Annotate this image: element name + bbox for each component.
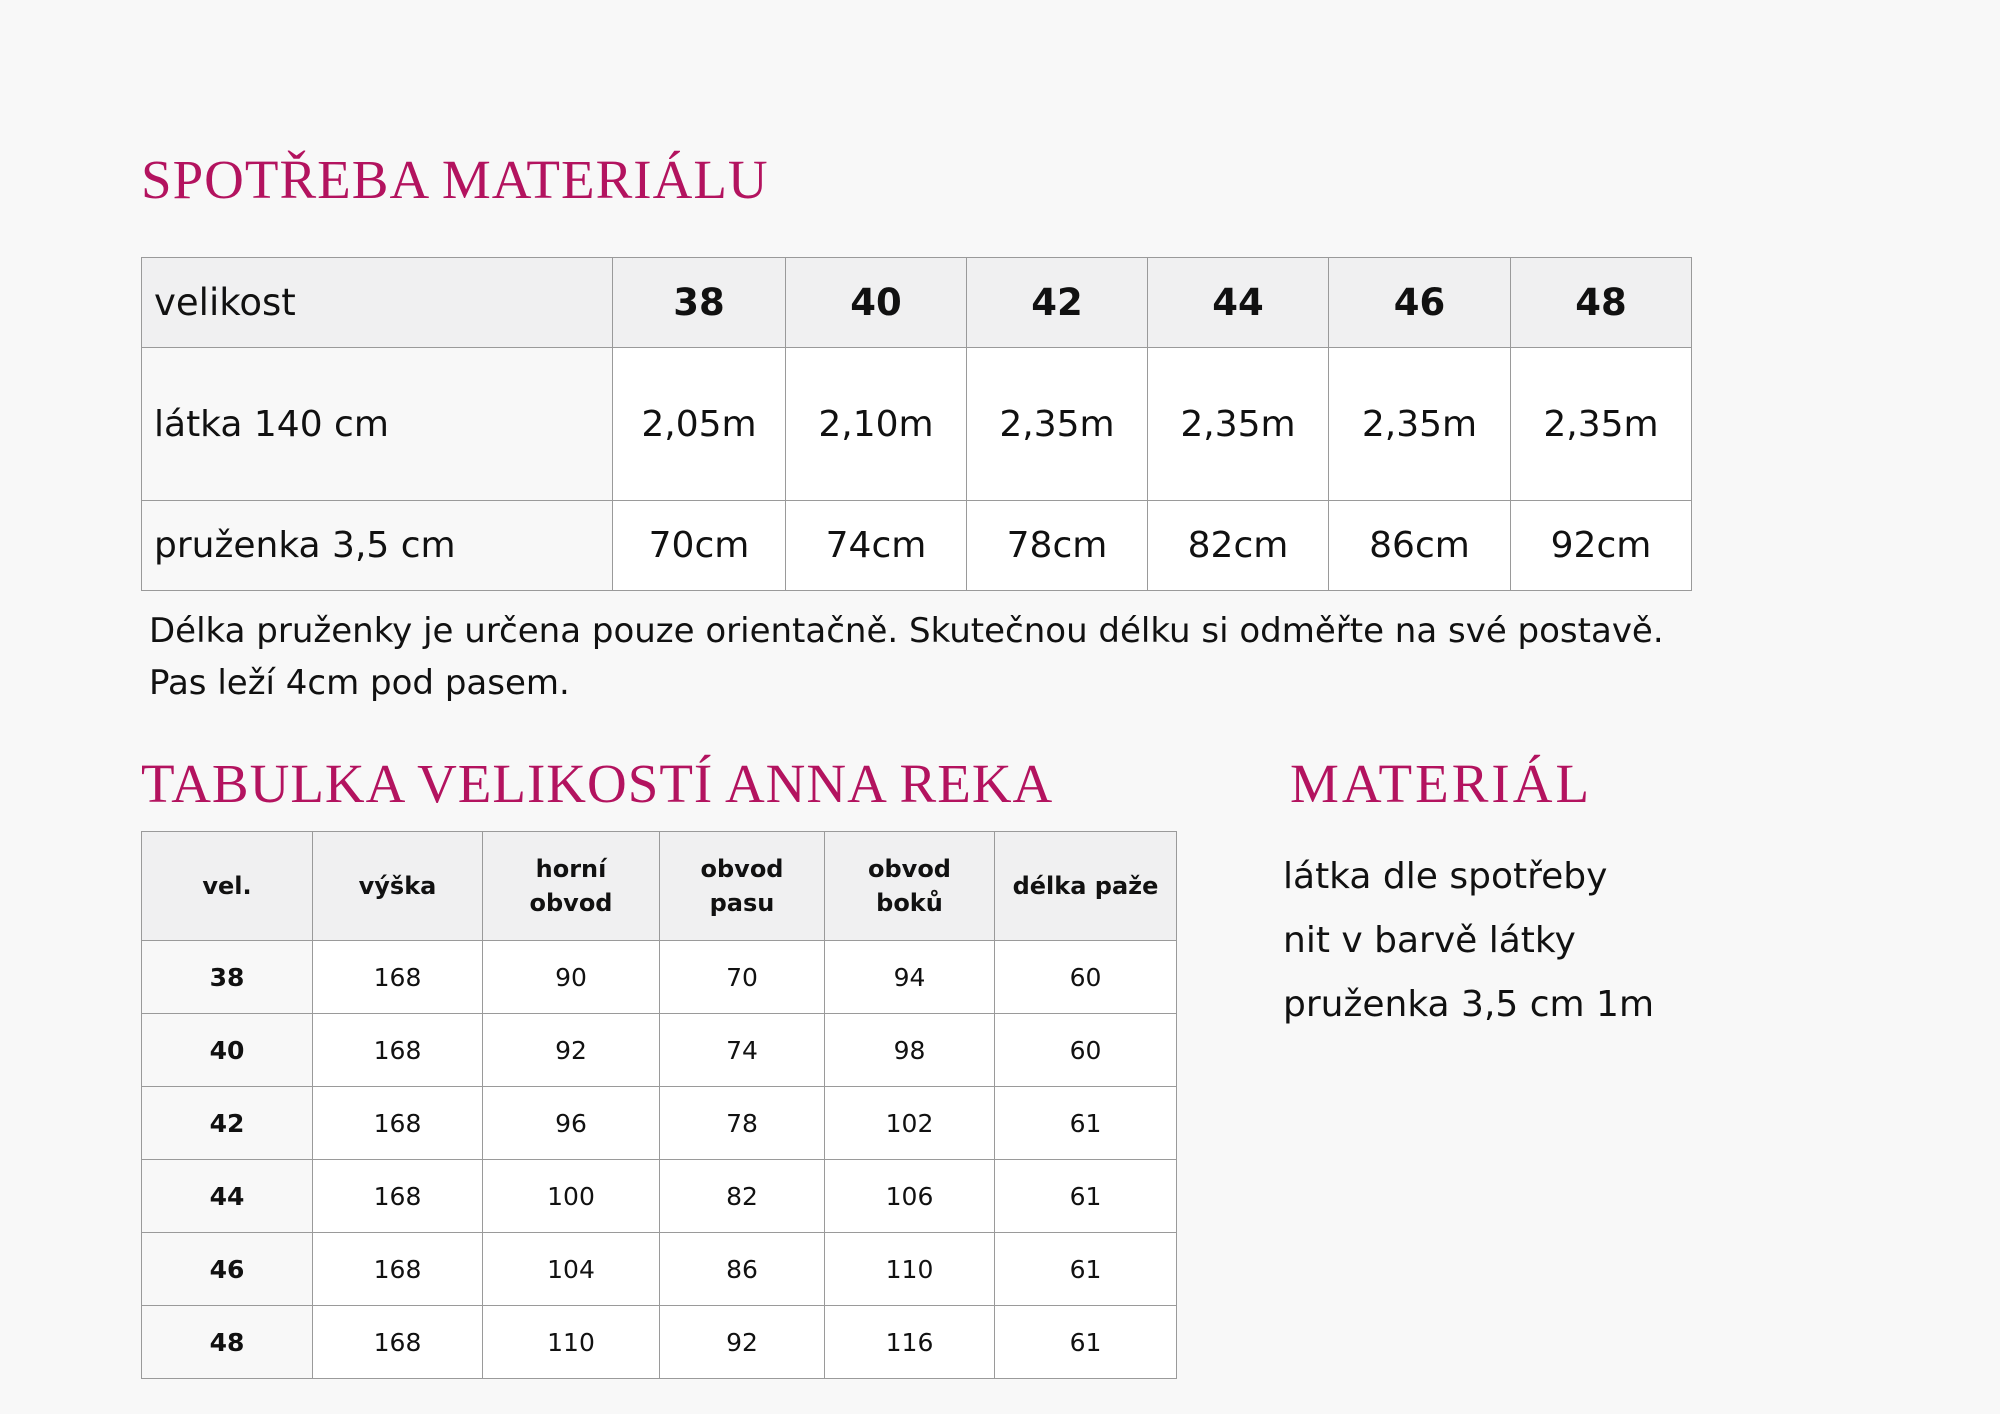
table-cell: 70cm bbox=[613, 501, 786, 591]
table-cell: 90 bbox=[483, 941, 660, 1014]
table-row bbox=[142, 501, 1692, 591]
size-cell: 40 bbox=[142, 1014, 313, 1087]
table-cell: 2,10m bbox=[786, 348, 967, 501]
row-label: pruženka 3,5 cm bbox=[142, 501, 613, 591]
material-item: pruženka 3,5 cm 1m bbox=[1283, 984, 1655, 1025]
size-header bbox=[995, 832, 1177, 941]
size-table-title: TABULKA VELIKOSTÍ ANNA REKA bbox=[141, 753, 1054, 814]
consumption-size: 48 bbox=[1511, 258, 1692, 348]
table-cell: 2,35m bbox=[1148, 348, 1329, 501]
table-cell: 60 bbox=[995, 1014, 1177, 1087]
header-line: výška bbox=[358, 872, 437, 900]
size-header bbox=[483, 832, 660, 941]
table-row bbox=[142, 1233, 1177, 1306]
table-cell: 2,35m bbox=[967, 348, 1148, 501]
size-table bbox=[141, 831, 1177, 1379]
table-cell: 168 bbox=[313, 1306, 483, 1379]
table-cell: 61 bbox=[995, 1306, 1177, 1379]
header-line: pasu bbox=[709, 889, 775, 917]
table-cell: 104 bbox=[483, 1233, 660, 1306]
consumption-header-row bbox=[142, 258, 1692, 348]
table-cell: 102 bbox=[825, 1087, 995, 1160]
table-cell: 61 bbox=[995, 1160, 1177, 1233]
size-header bbox=[660, 832, 825, 941]
consumption-header-label: velikost bbox=[142, 258, 613, 348]
table-cell: 74 bbox=[660, 1014, 825, 1087]
material-list bbox=[1283, 845, 1654, 1037]
table-row bbox=[142, 1306, 1177, 1379]
table-cell: 96 bbox=[483, 1087, 660, 1160]
table-cell: 168 bbox=[313, 1014, 483, 1087]
table-cell: 110 bbox=[825, 1233, 995, 1306]
consumption-size: 38 bbox=[613, 258, 786, 348]
table-row bbox=[142, 941, 1177, 1014]
table-cell: 92cm bbox=[1511, 501, 1692, 591]
header-line: obvod bbox=[529, 889, 613, 917]
table-cell: 168 bbox=[313, 1160, 483, 1233]
header-line: horní bbox=[535, 855, 607, 883]
material-item: nit v barvě látky bbox=[1283, 920, 1576, 961]
size-header-row bbox=[142, 832, 1177, 941]
table-row bbox=[142, 1160, 1177, 1233]
table-cell: 94 bbox=[825, 941, 995, 1014]
table-cell: 116 bbox=[825, 1306, 995, 1379]
size-header bbox=[313, 832, 483, 941]
table-cell: 106 bbox=[825, 1160, 995, 1233]
size-cell: 46 bbox=[142, 1233, 313, 1306]
header-line: boků bbox=[876, 889, 943, 917]
size-header bbox=[142, 832, 313, 941]
size-cell: 38 bbox=[142, 941, 313, 1014]
table-cell: 78 bbox=[660, 1087, 825, 1160]
elastic-note: Délka pruženky je určena pouze orientačně. Skutečnou délku si odměřte na své postavě. Pas leží 4cm pod pasem. bbox=[149, 611, 1664, 703]
table-cell: 92 bbox=[660, 1306, 825, 1379]
size-cell: 42 bbox=[142, 1087, 313, 1160]
size-cell: 44 bbox=[142, 1160, 313, 1233]
table-cell: 82 bbox=[660, 1160, 825, 1233]
table-cell: 168 bbox=[313, 1233, 483, 1306]
table-cell: 100 bbox=[483, 1160, 660, 1233]
table-cell: 2,35m bbox=[1329, 348, 1511, 501]
header-line: obvod bbox=[700, 855, 784, 883]
consumption-size: 40 bbox=[786, 258, 967, 348]
table-cell: 86cm bbox=[1329, 501, 1511, 591]
table-cell: 82cm bbox=[1148, 501, 1329, 591]
table-cell: 168 bbox=[313, 1087, 483, 1160]
consumption-size: 42 bbox=[967, 258, 1148, 348]
table-cell: 168 bbox=[313, 941, 483, 1014]
table-cell: 78cm bbox=[967, 501, 1148, 591]
table-cell: 60 bbox=[995, 941, 1177, 1014]
row-label: látka 140 cm bbox=[142, 348, 613, 501]
material-title: MATERIÁL bbox=[1290, 753, 1593, 814]
table-cell: 110 bbox=[483, 1306, 660, 1379]
header-line: vel. bbox=[202, 872, 252, 900]
material-item: látka dle spotřeby bbox=[1283, 856, 1608, 897]
table-cell: 70 bbox=[660, 941, 825, 1014]
table-row bbox=[142, 348, 1692, 501]
consumption-size: 44 bbox=[1148, 258, 1329, 348]
table-cell: 61 bbox=[995, 1233, 1177, 1306]
consumption-table bbox=[141, 257, 1692, 591]
table-cell: 92 bbox=[483, 1014, 660, 1087]
table-cell: 2,05m bbox=[613, 348, 786, 501]
table-cell: 98 bbox=[825, 1014, 995, 1087]
table-row bbox=[142, 1014, 1177, 1087]
header-line: délka paže bbox=[1012, 872, 1159, 900]
table-cell: 61 bbox=[995, 1087, 1177, 1160]
table-row bbox=[142, 1087, 1177, 1160]
size-cell: 48 bbox=[142, 1306, 313, 1379]
table-cell: 74cm bbox=[786, 501, 967, 591]
size-header bbox=[825, 832, 995, 941]
table-cell: 2,35m bbox=[1511, 348, 1692, 501]
consumption-title: SPOTŘEBA MATERIÁLU bbox=[141, 149, 769, 210]
table-cell: 86 bbox=[660, 1233, 825, 1306]
header-line: obvod bbox=[868, 855, 951, 883]
consumption-size: 46 bbox=[1329, 258, 1511, 348]
